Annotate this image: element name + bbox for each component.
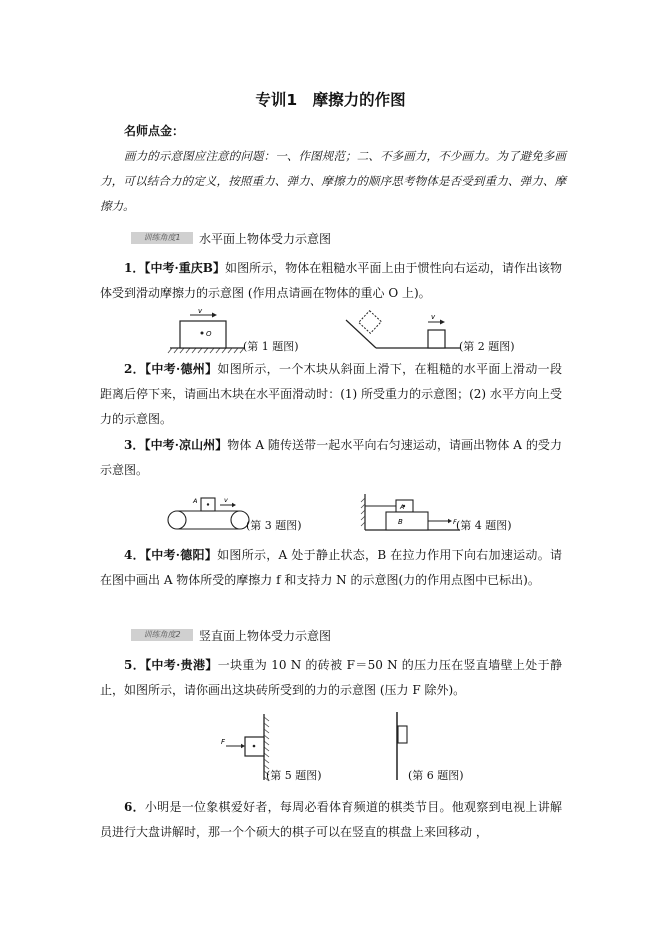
block (180, 321, 226, 348)
figure-2 (340, 308, 465, 356)
question-number: 4． (124, 548, 145, 562)
question-text: 一块重为 10 N 的砖被 F＝50 N 的压力压在竖直墙壁上处于静止，如图所示，请你画出这块砖所受到的力的示意图 (压力 F 除外)。 (100, 658, 562, 697)
chess-piece (398, 726, 407, 743)
question-1 (100, 256, 562, 306)
figure-5-caption: (第 5 题图) (266, 769, 322, 782)
velocity-arrowhead (440, 320, 445, 325)
question-text: 如图所示，一个木块从斜面上滑下，在粗糙的水平面上滑动一段距离后停下来，请画出木块在水平面滑动时：(1) 所受重力的示意图；(2) 水平方向上受力的示意图。 (100, 362, 562, 426)
section-badge: 训练角度2 (131, 629, 193, 641)
section-badge: 训练角度1 (131, 232, 193, 244)
question-source: 【中考·德州】 (145, 362, 218, 376)
page-title: 专训1 摩擦力的作图 (255, 91, 406, 109)
center-of-mass-dot (201, 332, 204, 335)
question-text: 物体 A 随传送带一起水平向右匀速运动，请画出物体 A 的受力示意图。 (100, 438, 562, 477)
fig-label-v: v (224, 496, 228, 504)
figure-4-caption: (第 4 题图) (456, 519, 512, 532)
question-text: 如图所示，A 处于静止状态，B 在拉力作用下向右加速运动。请在图中画出 A 物体所受的摩擦力 f 和支持力 N 的示意图(力的作用点图中已标出)。 (100, 548, 562, 587)
question-number: 6． (124, 800, 145, 814)
tips-body: 画力的示意图应注意的问题：一、作图规范；二、不多画力，不少画力。为了避免多画力，可以结合力的定义，按照重力、弹力、摩擦力的顺序思考物体是否受到重力、弹力、摩擦力。 (100, 149, 566, 213)
fig-label-v: v (431, 313, 436, 321)
pulley-left (168, 511, 186, 529)
block-b (386, 512, 428, 530)
fig-label-a: A (193, 497, 198, 505)
question-5 (100, 653, 562, 703)
wall-hatch (361, 498, 365, 526)
question-number: 2． (124, 362, 145, 376)
fig-label-f: F (221, 738, 226, 746)
fig-label-o: O (206, 330, 212, 338)
question-text: 如图所示，物体在粗糙水平面上由于惯性向右运动，请作出该物体受到滑动摩擦力的示意图 (作用点请画在物体的重心 O 上)。 (100, 261, 562, 300)
figure-6-caption: (第 6 题图) (408, 769, 464, 782)
fig-label-v: v (198, 308, 203, 315)
brick-center-dot (253, 745, 256, 748)
ground-hatch (168, 348, 244, 353)
question-source: 【中考·重庆B】 (144, 261, 226, 275)
fig-label-b: B (398, 518, 403, 526)
block-a-dot (207, 503, 209, 505)
figure-2-caption: (第 2 题图) (459, 340, 515, 353)
tips-heading: 名师点金： (124, 124, 185, 138)
question-source: 【中考·贵港】 (145, 658, 218, 672)
section-header-1 (131, 230, 331, 246)
block (428, 330, 445, 348)
incline-line (346, 320, 376, 348)
question-6 (100, 795, 562, 845)
figure-4 (356, 490, 466, 534)
question-text: 小明是一位象棋爱好者，每周必看体育频道的棋类节目。他观察到电视上讲解员进行大盘讲解时，那一个个硕大的棋子可以在竖直的棋盘上来回移动 ， (100, 800, 562, 839)
fig-label-a: A (400, 504, 405, 511)
section-title: 水平面上物体受力示意图 (199, 231, 332, 246)
question-4 (100, 543, 562, 593)
velocity-arrowhead (232, 503, 236, 507)
question-source: 【中考·凉山州】 (144, 438, 228, 452)
ghost-block (359, 311, 382, 334)
question-2 (100, 357, 562, 432)
pull-force-arrowhead (448, 519, 452, 523)
fig-label-f: F (453, 518, 457, 526)
section-header-2 (131, 627, 331, 643)
figure-3-caption: (第 3 题图) (246, 519, 302, 532)
figure-1-caption: (第 1 题图) (243, 340, 299, 353)
question-3 (100, 433, 562, 483)
press-force-arrowhead (241, 744, 245, 748)
question-number: 1． (124, 261, 145, 275)
question-number: 5． (124, 658, 146, 672)
figure-3 (164, 493, 254, 535)
velocity-arrowhead (212, 313, 217, 318)
question-number: 3． (124, 438, 145, 452)
question-source: 【中考·德阳】 (144, 548, 218, 562)
section-title: 竖直面上物体受力示意图 (199, 628, 332, 643)
